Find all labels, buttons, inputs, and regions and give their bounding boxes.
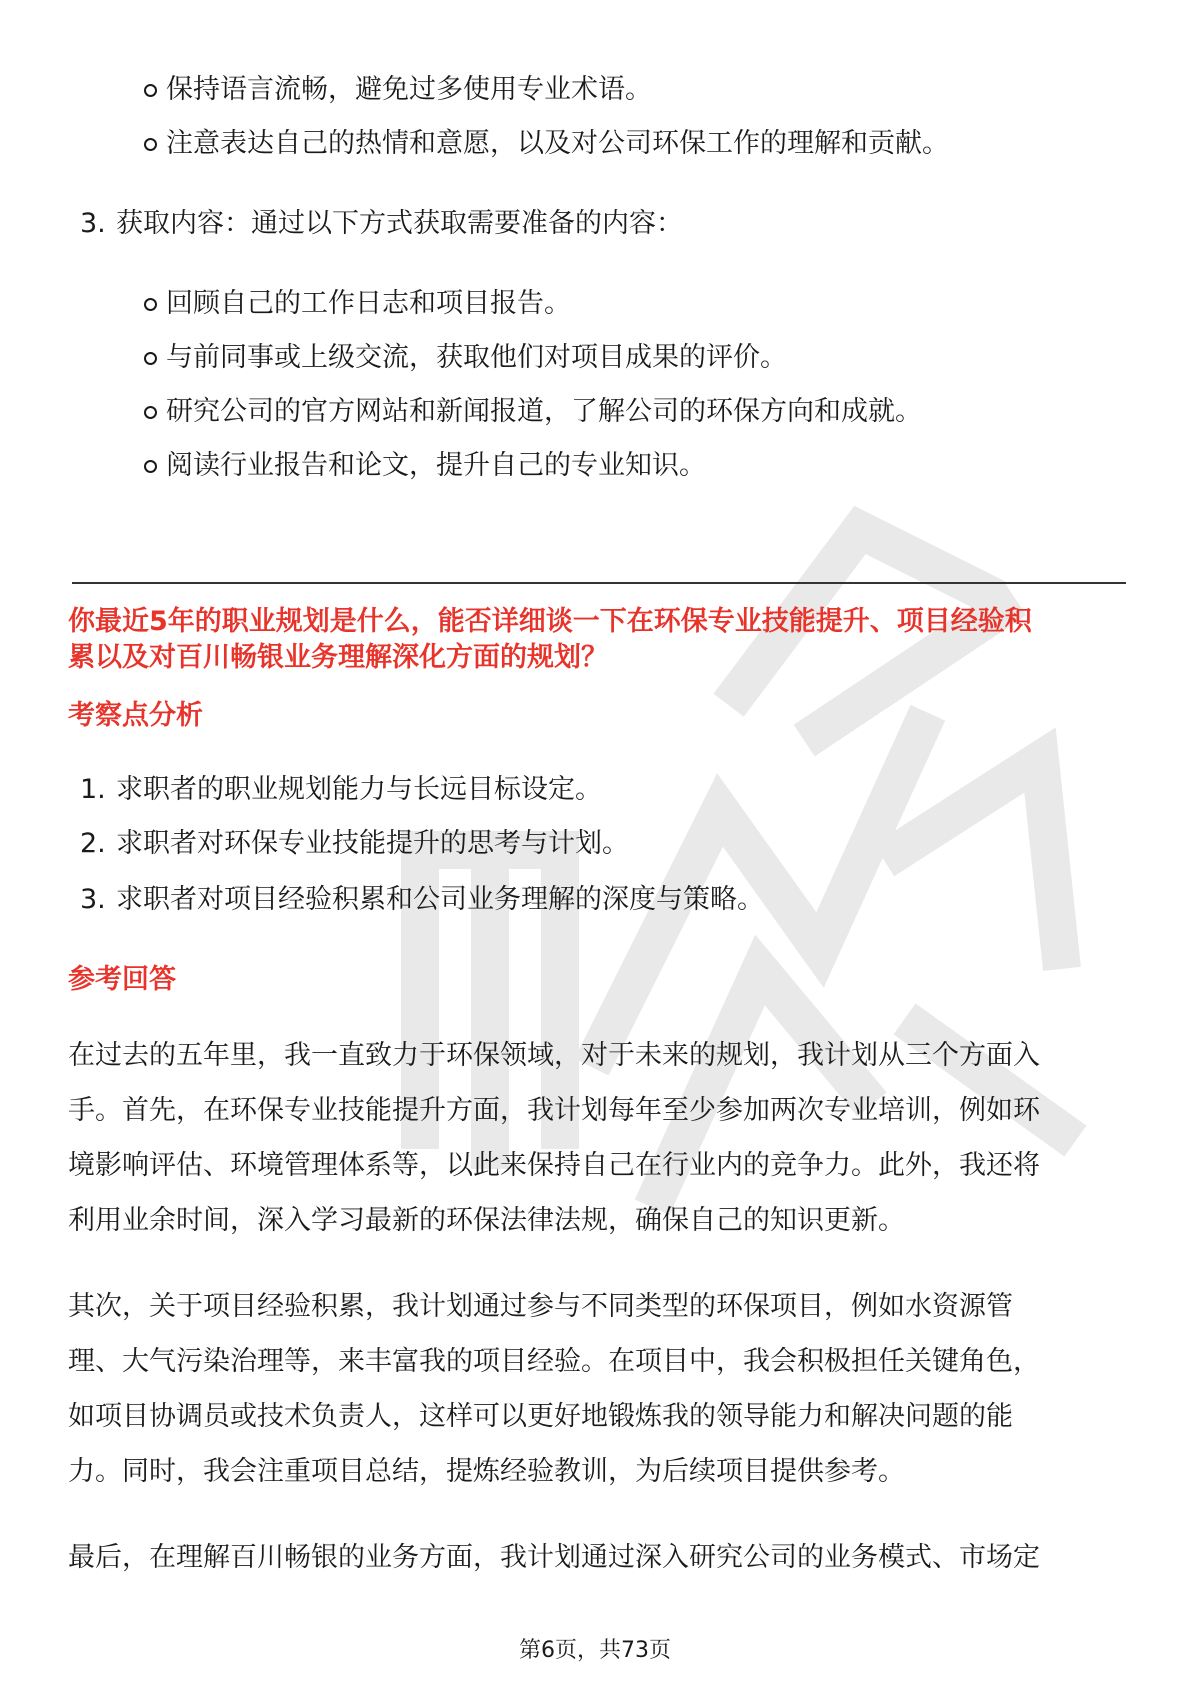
bullet-text: 研究公司的官方网站和新闻报道，了解公司的环保方向和成就。 bbox=[166, 396, 922, 427]
answer-paragraph-2-line: 其次，关于项目经验积累，我计划通过参与不同类型的环保项目，例如水资源管 bbox=[68, 1291, 1013, 1322]
bullet-marker bbox=[144, 406, 157, 419]
list-number: 3. bbox=[80, 208, 106, 239]
bullet-marker bbox=[144, 138, 157, 151]
section-divider bbox=[72, 582, 1126, 584]
answer-paragraph-1-line: 手。首先，在环保专业技能提升方面，我计划每年至少参加两次专业培训，例如环 bbox=[68, 1095, 1040, 1126]
answer-paragraph-2-line: 力。同时，我会注重项目总结，提炼经验教训，为后续项目提供参考。 bbox=[68, 1456, 905, 1487]
bullet-text: 回顾自己的工作日志和项目报告。 bbox=[166, 288, 571, 319]
question-line-1: 你最近5年的职业规划是什么，能否详细谈一下在环保专业技能提升、项目经验积 bbox=[68, 606, 1032, 637]
list-number: 2. bbox=[80, 828, 106, 859]
list-item-text: 求职者对项目经验积累和公司业务理解的深度与策略。 bbox=[116, 884, 764, 915]
list-item-text: 求职者对环保专业技能提升的思考与计划。 bbox=[116, 828, 629, 859]
answer-paragraph-1-line: 在过去的五年里，我一直致力于环保领域，对于未来的规划，我计划从三个方面入 bbox=[68, 1040, 1040, 1071]
list-number: 3. bbox=[80, 884, 106, 915]
list-item-text: 获取内容：通过以下方式获取需要准备的内容： bbox=[116, 208, 683, 239]
bullet-marker bbox=[144, 84, 157, 97]
answer-paragraph-1-line: 利用业余时间，深入学习最新的环保法律法规，确保自己的知识更新。 bbox=[68, 1205, 905, 1236]
answer-heading: 参考回答 bbox=[68, 964, 176, 995]
bullet-marker bbox=[144, 460, 157, 473]
answer-paragraph-1-line: 境影响评估、环境管理体系等，以此来保持自己在行业内的竞争力。此外，我还将 bbox=[68, 1150, 1040, 1181]
bullet-text: 与前同事或上级交流，获取他们对项目成果的评价。 bbox=[166, 342, 787, 373]
bullet-text: 注意表达自己的热情和意愿，以及对公司环保工作的理解和贡献。 bbox=[166, 128, 949, 159]
list-item-text: 求职者的职业规划能力与长远目标设定。 bbox=[116, 774, 602, 805]
bullet-marker bbox=[144, 298, 157, 311]
bullet-text: 阅读行业报告和论文，提升自己的专业知识。 bbox=[166, 450, 706, 481]
page-number: 第6页，共73页 bbox=[519, 1638, 671, 1663]
question-line-2: 累以及对百川畅银业务理解深化方面的规划？ bbox=[68, 642, 608, 673]
answer-paragraph-2-line: 如项目协调员或技术负责人，这样可以更好地锻炼我的领导能力和解决问题的能 bbox=[68, 1401, 1013, 1432]
answer-paragraph-2-line: 理、大气污染治理等，来丰富我的项目经验。在项目中，我会积极担任关键角色， bbox=[68, 1346, 1040, 1377]
bullet-marker bbox=[144, 352, 157, 365]
bullet-text: 保持语言流畅，避免过多使用专业术语。 bbox=[166, 74, 652, 105]
analysis-heading: 考察点分析 bbox=[68, 700, 203, 731]
answer-paragraph-3-line: 最后，在理解百川畅银的业务方面，我计划通过深入研究公司的业务模式、市场定 bbox=[68, 1542, 1040, 1573]
list-number: 1. bbox=[80, 774, 106, 805]
